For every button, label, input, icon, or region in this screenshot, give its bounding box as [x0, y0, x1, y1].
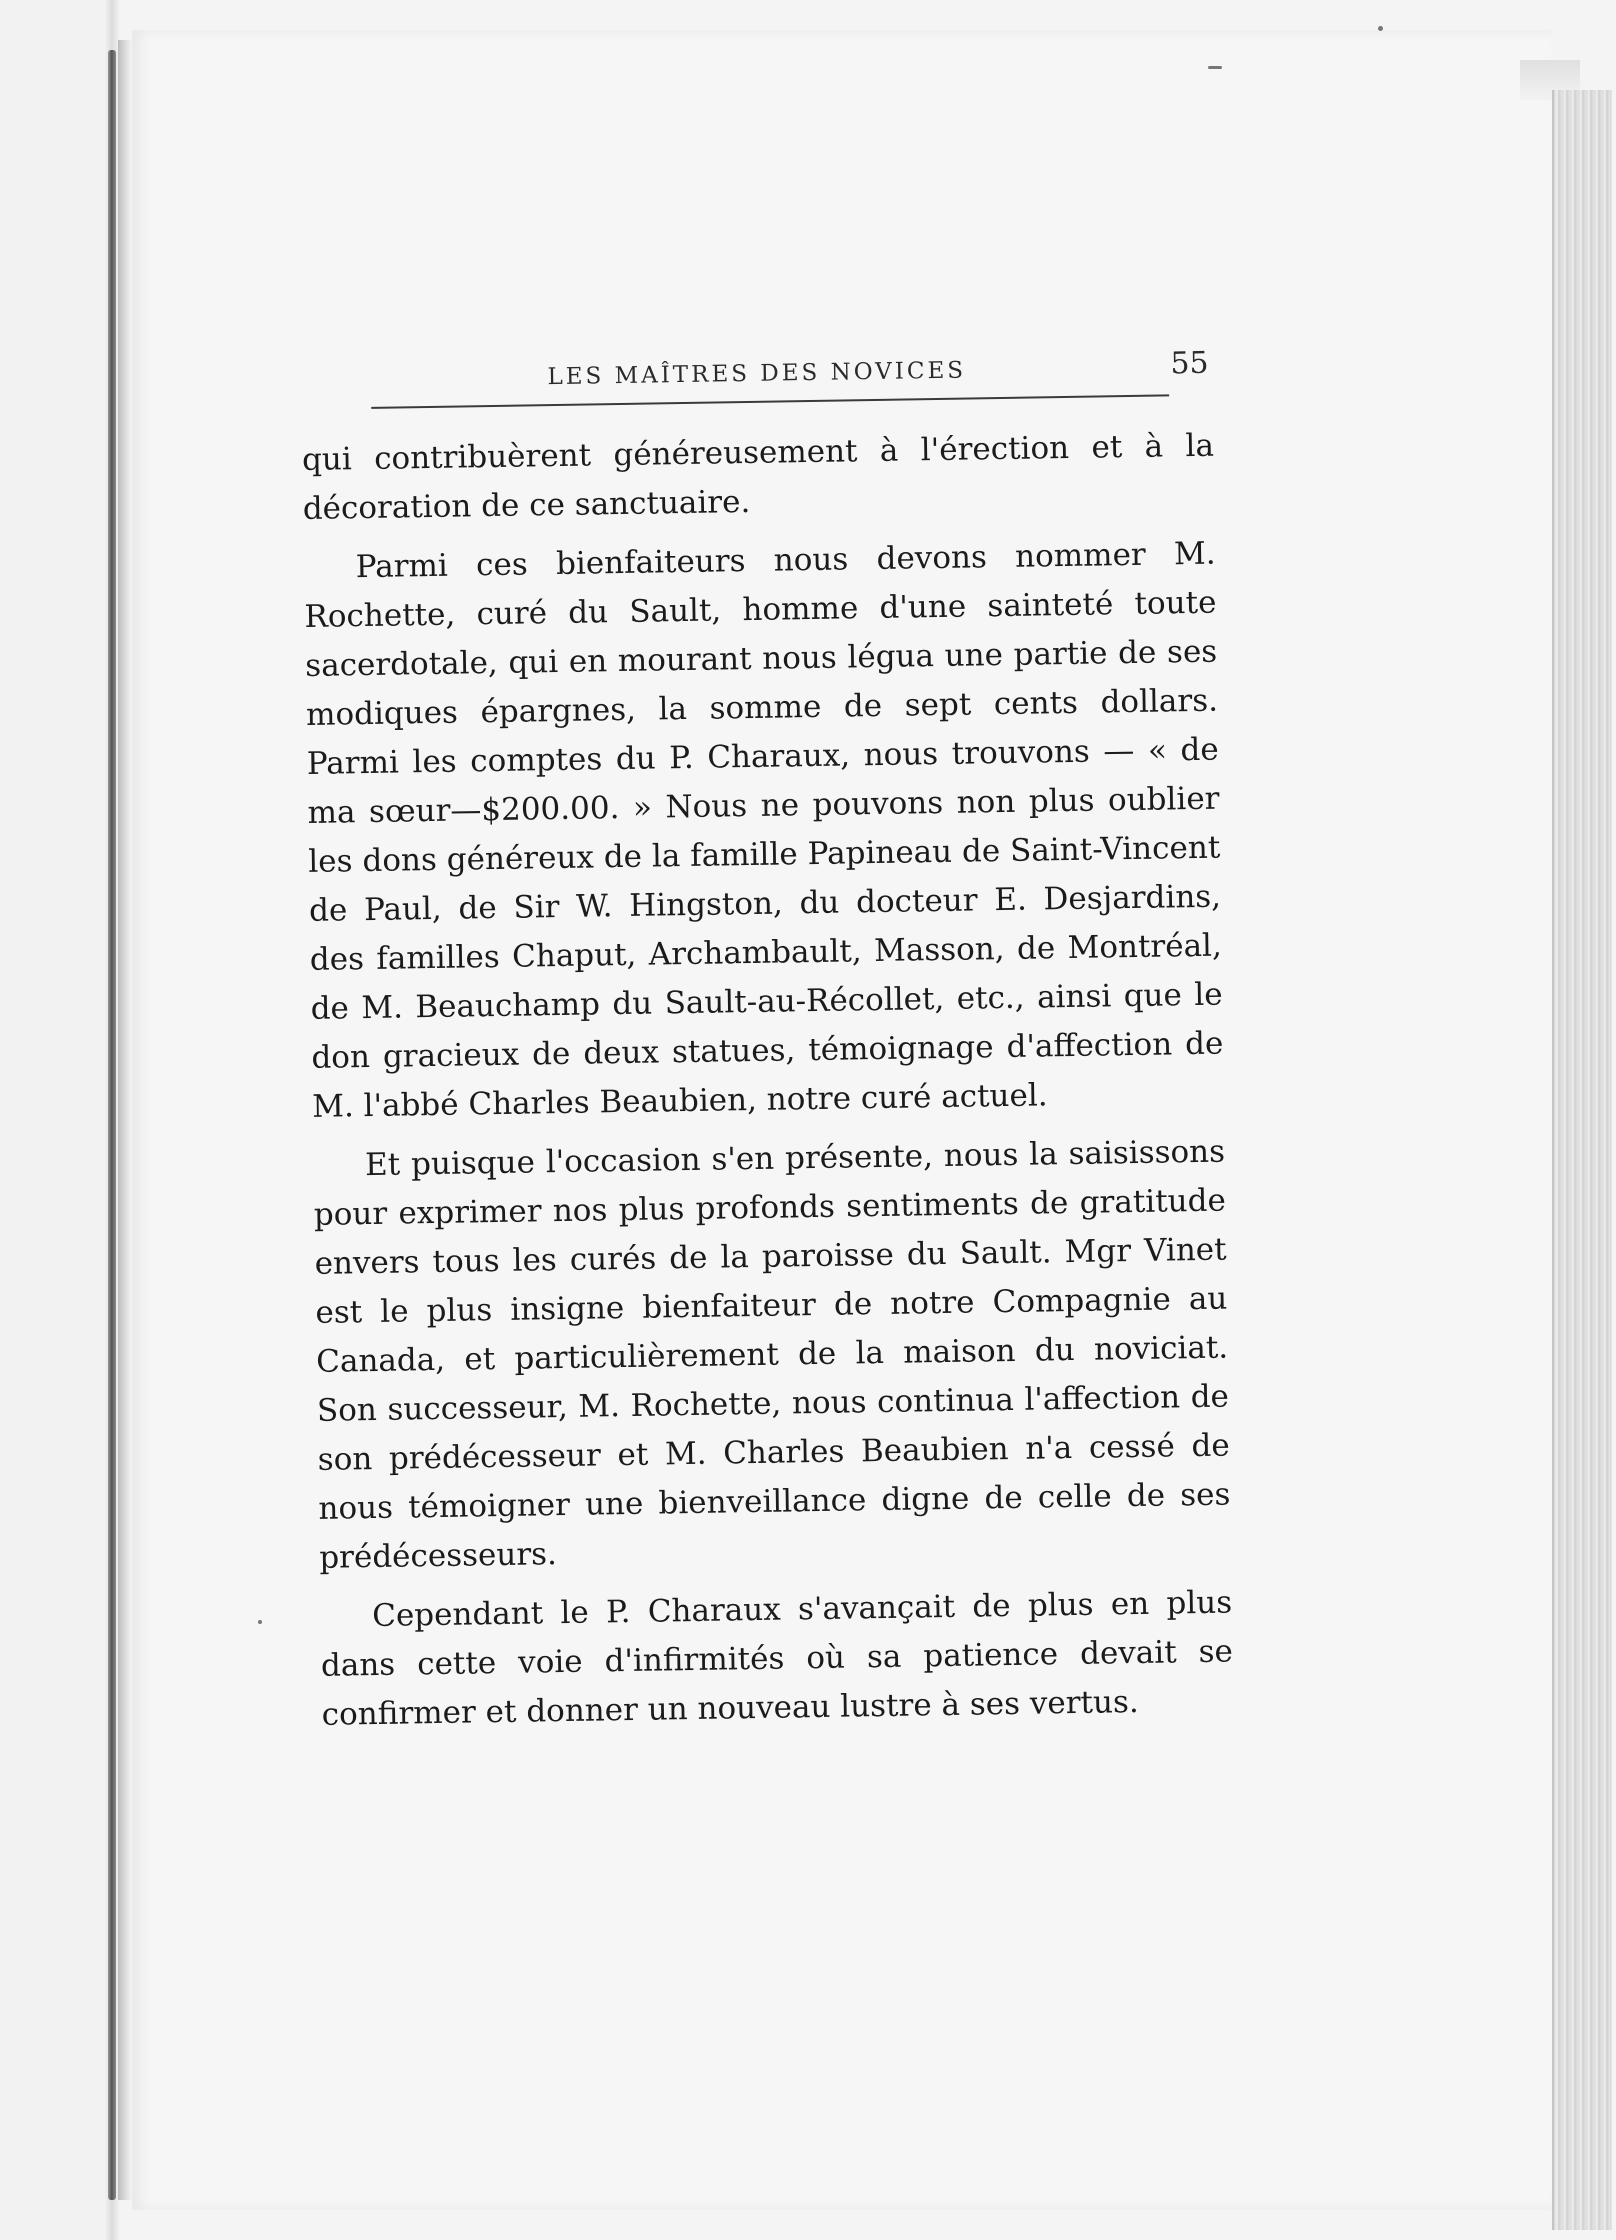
- paragraph-benefactors: Parmi ces bienfaiteurs nous devons nommer M. Rochette, curé du Sault, homme d'une sainteté toute sacerdotale, qui en mourant nous légua une partie de ses modiques épargnes, la somme de sept cents dollars. Parmi les comptes du P. Charaux, nous trouvons — « de ma sœur—$200.00. » Nous ne pouvons non plus oublier les dons généreux de la famille Papineau de Saint-Vincent de Paul, de Sir W. Hingston, du docteur E. Desjardins, des familles Chaput, Archambault, Masson, de Montréal, de M. Beauchamp du Sault-au-Récollet, etc., ainsi que le don gracieux de deux statues, témoignage d'affection de M. l'abbé Charles Beaubien, notre curé actuel.: [304, 535, 1224, 1125]
- gutter-shadow: [118, 40, 132, 2200]
- paragraph-continuation: qui contribuèrent généreusement à l'érection et à la décoration de ce sanctuaire.: [301, 427, 1215, 527]
- ink-speck: [258, 1620, 262, 1624]
- ink-speck: [1208, 66, 1222, 69]
- running-head: [300, 316, 1213, 408]
- body-text: [301, 394, 1234, 1740]
- page-edges: [1552, 90, 1612, 2230]
- page-number: 55: [1170, 345, 1209, 382]
- paragraph-infirmities: Cependant le P. Charaux s'avançait de plus en plus dans cette voie d'infirmités où sa patience devait se confirmer et donner un nouveau lustre à ses vertus.: [320, 1584, 1234, 1733]
- ink-speck: [1378, 26, 1383, 31]
- running-title: LES MAÎTRES DES NOVICES: [547, 357, 967, 391]
- text-block: [300, 316, 1234, 1740]
- paragraph-gratitude: Et puisque l'occasion s'en présente, nous la saisissons pour exprimer nos plus profonds sentiments de gratitude envers tous les curés de la paroisse du Sault. Mgr Vinet est le plus insigne bienfaiteur de notre Compagnie au Canada, et particulièrement de la maison du noviciat. Son successeur, M. Rochette, nous continua l'affection de son prédécesseur et M. Charles Beaubien n'a cessé de nous témoigner une bienveillance digne de celle de ses prédécesseurs.: [313, 1133, 1231, 1576]
- book-spine: [108, 50, 116, 2200]
